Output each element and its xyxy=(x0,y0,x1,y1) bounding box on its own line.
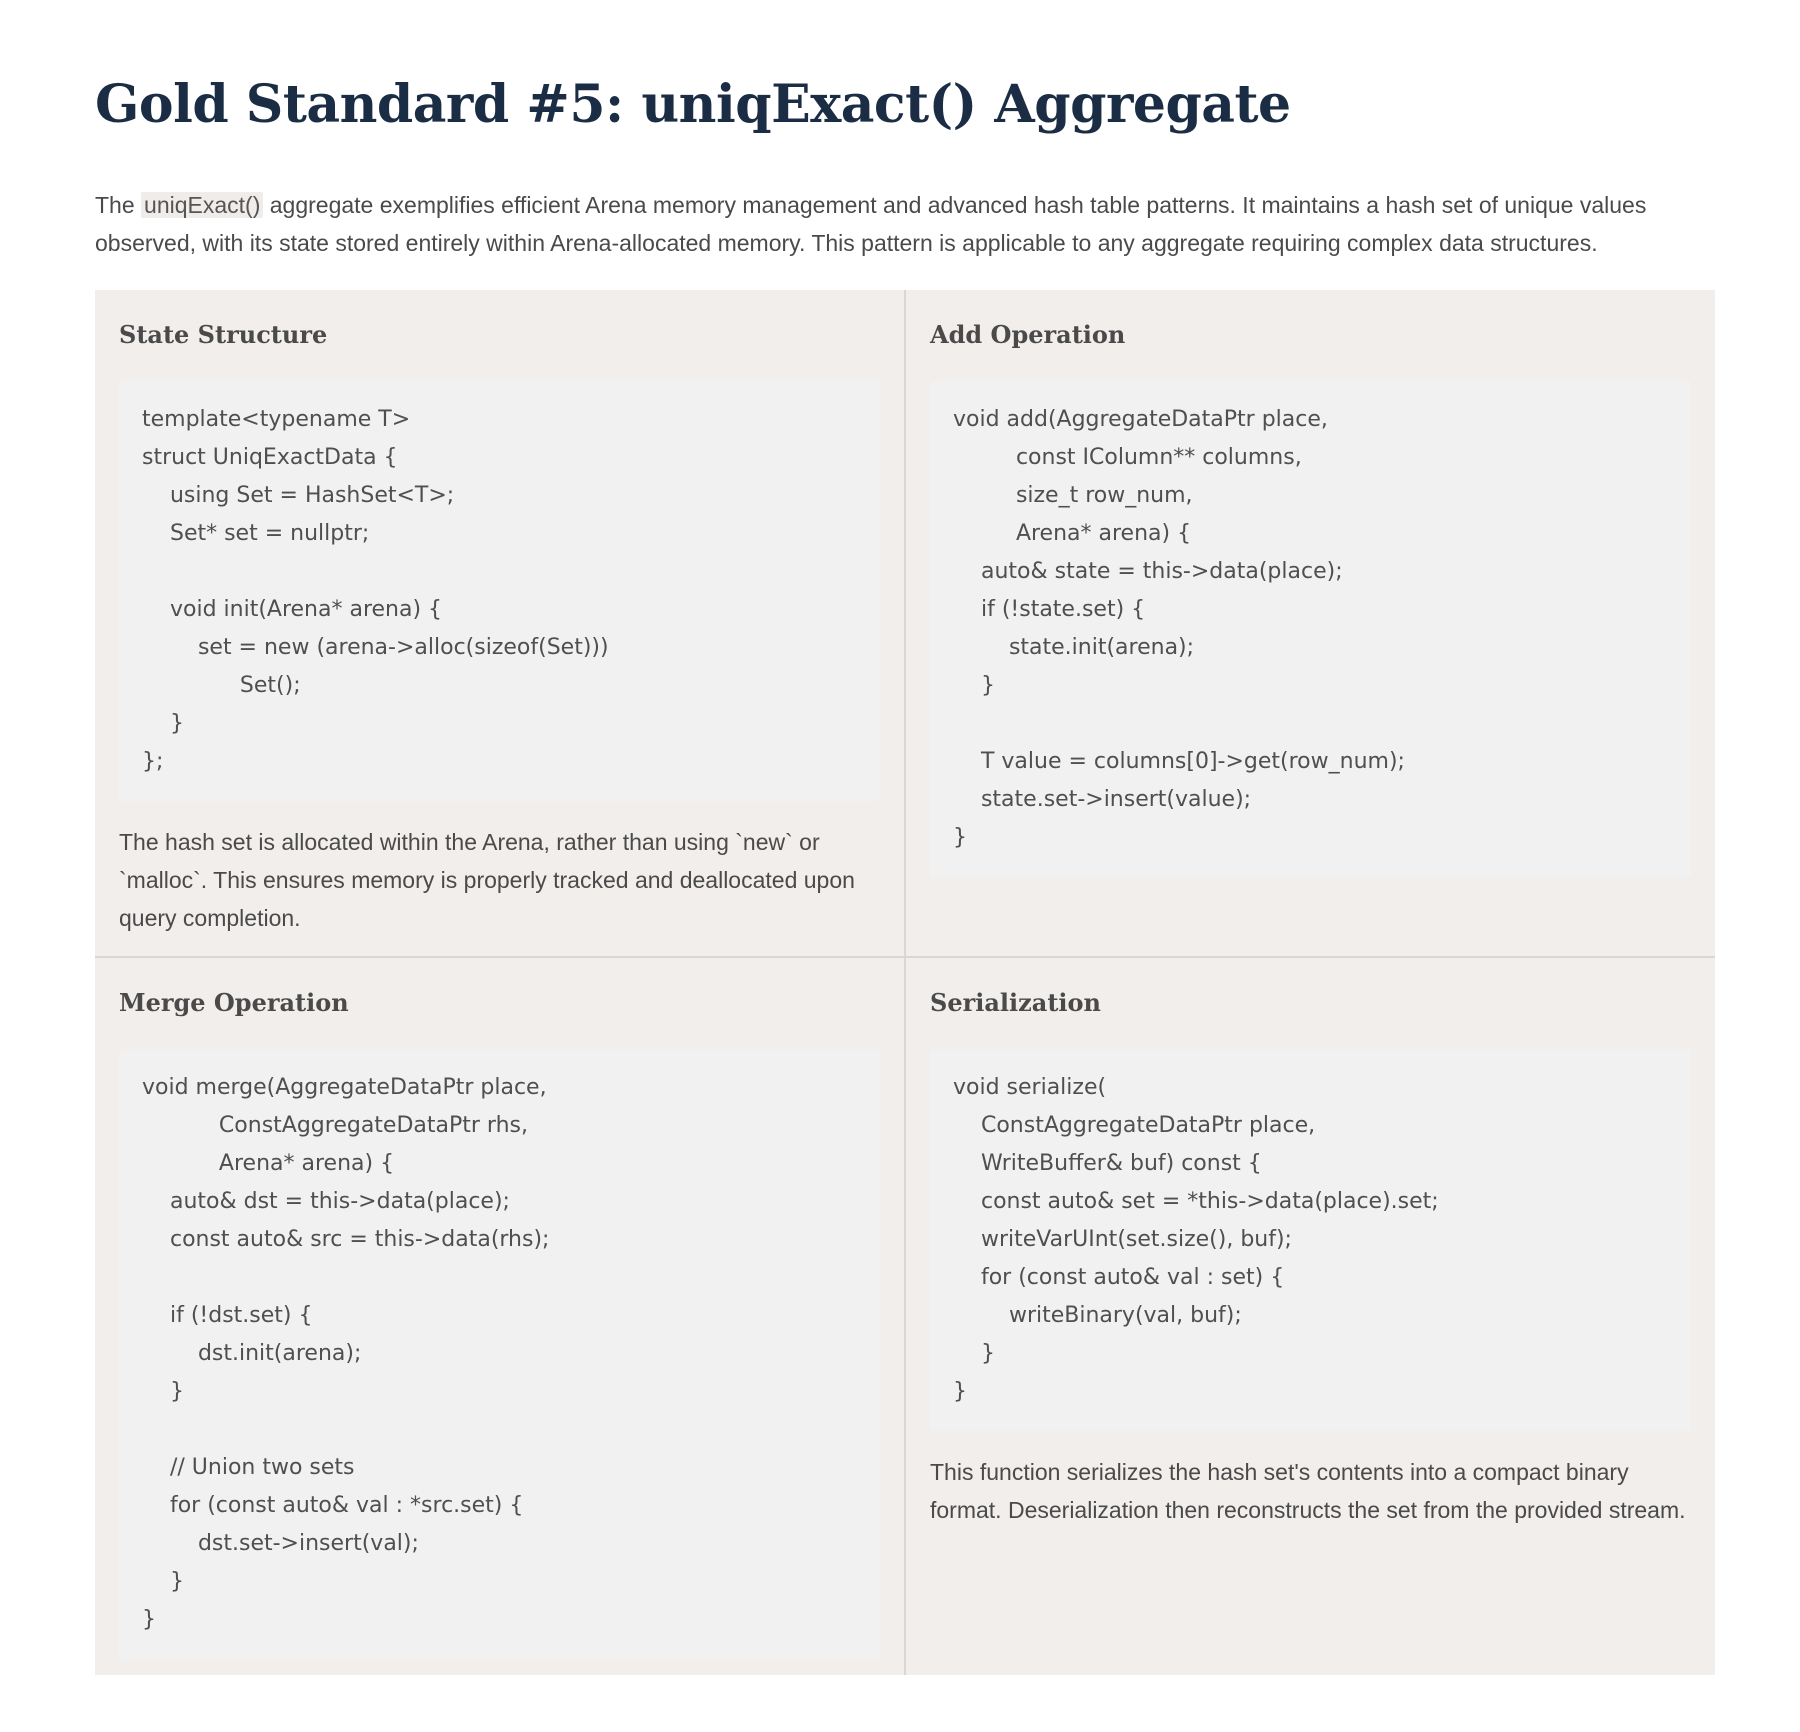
merge-operation-code: void merge(AggregateDataPtr place, ConstAggregateDataPtr rhs, Arena* arena) { auto& dst = this->data(place); const auto& src = this->data(rhs); if (!dst.set) { dst.init(arena); } // Union two sets for (const auto& val : *src.set) { dst.set->insert(val); } } xyxy=(119,1049,880,1659)
serialization-panel xyxy=(906,958,1715,1675)
intro-text-start: The xyxy=(95,192,142,218)
serialization-heading: Serialization xyxy=(930,988,1101,1017)
state-structure-code: template<typename T> struct UniqExactData { using Set = HashSet<T>; Set* set = nullptr; void init(Arena* arena) { set = new (arena->alloc(sizeof(Set))) Set(); } }; xyxy=(119,381,880,801)
page-title: Gold Standard #5: uniqExact() Aggregate xyxy=(95,74,1291,135)
state-structure-panel xyxy=(95,290,904,956)
add-operation-code: void add(AggregateDataPtr place, const IColumn** columns, size_t row_num, Arena* arena) { auto& state = this->data(place); if (!state.set) { state.init(arena); } T value = columns[0]->get(row_num); state.set->insert(value); } xyxy=(930,381,1691,877)
merge-operation-panel xyxy=(95,958,904,1675)
add-operation-panel xyxy=(906,290,1715,956)
intro-text-rest: aggregate exemplifies efficient Arena memory management and advanced hash table patterns. It maintains a hash set of unique values observed, with its state stored entirely within Arena-allocated memory. This pattern is applicable to any aggregate requiring complex data structures. xyxy=(95,192,1647,256)
inline-code-uniqexact: uniqExact() xyxy=(141,192,263,218)
serialization-code: void serialize( ConstAggregateDataPtr place, WriteBuffer& buf) const { const auto& set = *this->data(place).set; writeVarUInt(set.size(), buf); for (const auto& val : set) { writeBinary(val, buf); } } xyxy=(930,1049,1691,1431)
merge-operation-heading: Merge Operation xyxy=(119,988,349,1017)
state-structure-description: The hash set is allocated within the Arena, rather than using `new` or `malloc`. This ensures memory is properly tracked and deallocated upon query completion. xyxy=(119,829,855,931)
add-operation-heading: Add Operation xyxy=(930,320,1126,349)
code-grid xyxy=(95,290,1715,1675)
state-structure-heading: State Structure xyxy=(119,320,328,349)
intro-paragraph xyxy=(95,186,1707,262)
serialization-description: This function serializes the hash set's contents into a compact binary format. Deserialization then reconstructs the set from the provided stream. xyxy=(930,1459,1686,1523)
